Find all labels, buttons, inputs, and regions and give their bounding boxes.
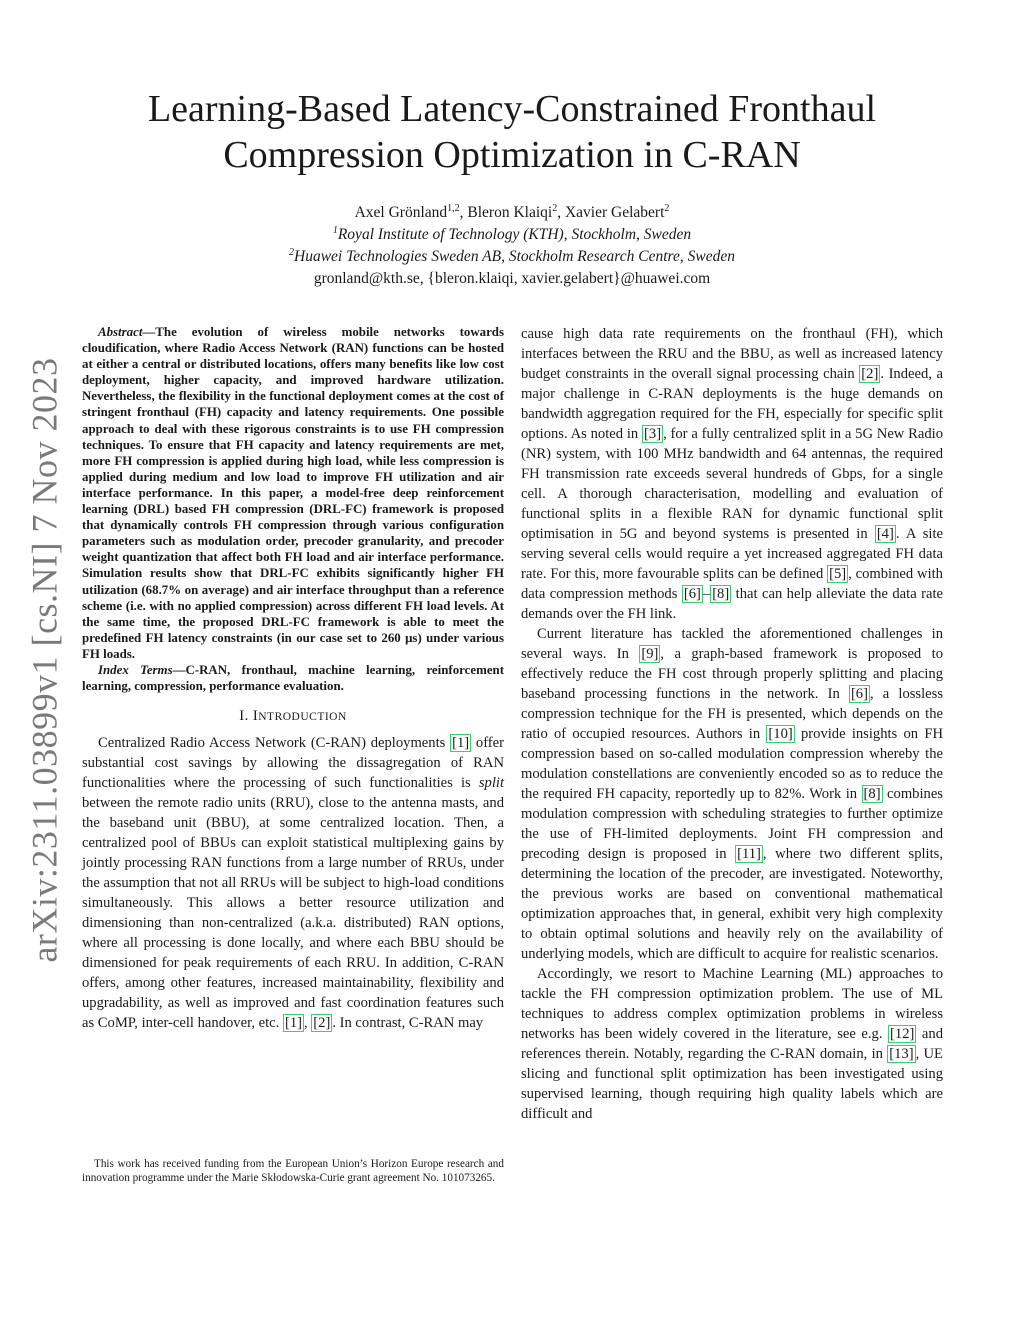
index-terms bbox=[82, 662, 504, 694]
title-line-1: Learning-Based Latency-Constrained Fronthaul bbox=[147, 88, 877, 130]
citation-link[interactable]: [6] bbox=[850, 686, 868, 702]
citation-link[interactable]: [6] bbox=[683, 586, 701, 602]
citation-link[interactable]: [5] bbox=[829, 566, 847, 582]
citation-link[interactable]: [12] bbox=[890, 1026, 915, 1042]
right-paragraph-1: cause high data rate requirements on the fronthaul (FH), which interfaces between the RRU and the BBU, as well as increased latency budget constraints in the overall signal processing chain [2] . Indeed, a major challenge in C-RAN deployments is the huge demands on bandwidth aggregation required for the FH, especially for specific split options. As noted in [3] , for a fully centralized split in a 5G New Radio (NR) system, with 100 MHz bandwidth and 64 antennas, the required FH transmission rate exceeds several hundreds of Gbps, for a single cell. A thorough characterisation, modelling and evaluation of functional splits in a flexible RAN for dynamic functional split optimisation in 5G and beyond systems is presented in [4] . A site serving several cells would require a yet increased aggregated FH data rate. For this, more favourable splits can be defined [5] , combined with data compression methods [6] – [8] that can help alleviate the data rate demands over the FH link. bbox=[521, 326, 944, 622]
aff2-sup: 2 bbox=[289, 246, 295, 258]
abstract bbox=[82, 324, 504, 662]
index-terms-text: —C-RAN, fronthaul, machine learning, reinforcement learning, compression, performance evaluation. bbox=[82, 662, 504, 694]
author-3-sup: 2 bbox=[664, 202, 670, 214]
citation-link[interactable]: [3] bbox=[644, 426, 662, 442]
footnote: This work has received funding from the European Union’s Horizon Europe research and innovation programme under the Marie Skłodowska-Curie grant agreement No. 101073265. bbox=[82, 1158, 504, 1184]
right-paragraph-2: Current literature has tackled the aforementioned challenges in several ways. In [9] , a graph-based framework is proposed to effectively reduce the FH cost through properly splitting and placing baseband processing functions in the network. In [6] , a lossless compression technique for the FH is presented, which depends on the ratio of occupied resources. Authors in [10] provide insights on FH compression based on so-called modulation compression whereby the modulation constellations are conveniently encoded so as to reduce the the required FH capacity, reportedly up to 82%. Work in [8] combines modulation compression with scheduling strategies to further optimize the use of FH-limited deployments. Joint FH compression and precoding design is proposed in [11] , where two different splits, determining the location of the precoder, are investigated. Noteworthy, the previous works are based on conventional mathematical optimization approaches that, in general, exhibit very high complexity to obtain optimal solutions and heavily rely on the availability of underlying models, which are difficult to acquire for realistic scenarios. bbox=[521, 626, 944, 962]
citation-link[interactable]: [9] bbox=[641, 646, 659, 662]
citation-link[interactable]: [8] bbox=[863, 786, 881, 802]
right-column bbox=[521, 324, 943, 1124]
affiliation-1 bbox=[80, 224, 944, 246]
citation-link[interactable]: [13] bbox=[889, 1046, 914, 1062]
aff1-sup: 1 bbox=[332, 224, 338, 236]
section-heading-introduction: I. INTRODUCTION bbox=[239, 708, 347, 725]
intro-paragraph-1: Centralized Radio Access Network (C-RAN) deployments [1] offer substantial cost savings by allowing the dissagregation of RAN functionalities where the processing of such functionalities is split between the remote radio units (RRU), close to the antenna masts, and the baseband unit (BBU), at some centralized location. Then, a centralized pool of BBUs can exploit statistical multiplexing gains by jointly processing RAN functions from a large number of RRUs, under the assumption that not all RRUs will be subject to high-load conditions simultaneously. This allows a better resource utilization and dimensioning than non-centralized (a.k.a. distributed) RAN options, where all processing is done locally, and where each BBU should be dimensioned for peak requirements of each RRU. In addition, C-RAN offers, among other features, increased maintainability, flexibility and upgradability, as well as improved and fast coordination features such as CoMP, inter-cell handover, etc. [1] , [2] . In contrast, C-RAN may bbox=[82, 735, 504, 1032]
citation-link[interactable]: [2] bbox=[313, 1015, 331, 1032]
citation-link[interactable]: [8] bbox=[712, 586, 730, 602]
author-emails: gronland@kth.se, {bleron.klaiqi, xavier.gelabert}@huawei.com bbox=[313, 270, 711, 287]
citation-link[interactable]: [11] bbox=[737, 846, 761, 862]
title-line-2: Compression Optimization in C-RAN bbox=[223, 134, 801, 176]
author-3: Xavier Gelabert bbox=[564, 204, 665, 221]
citation-link[interactable]: [4] bbox=[876, 526, 894, 542]
citation-link[interactable]: [10] bbox=[768, 726, 793, 742]
left-column bbox=[82, 324, 504, 1033]
aff1-text: Royal Institute of Technology (KTH), Stockholm, Sweden bbox=[337, 226, 692, 243]
arxiv-stamp-text: arXiv:2311.03899v1 [cs.NI] 7 Nov 2023 bbox=[25, 357, 65, 963]
author-2: Bleron Klaiqi bbox=[467, 204, 553, 221]
author-1-sup: 1,2 bbox=[447, 202, 460, 214]
arxiv-stamp bbox=[25, 357, 65, 963]
author-block bbox=[80, 202, 944, 290]
aff2-text: Huawei Technologies Sweden AB, Stockholm Research Centre, Sweden bbox=[294, 248, 735, 265]
author-names: Axel Grönland$^{1,2}$, Bleron Klaiqi$^2$, Xavier Gelabert$^2$ bbox=[354, 202, 670, 221]
right-paragraph-3: Accordingly, we resort to Machine Learning (ML) approaches to tackle the FH compression optimization problem. The use of ML techniques to address complex optimization problems in wireless networks has been widely covered in the literature, see e.g. [12] and references therein. Notably, regarding the C-RAN domain, in [13] , UE slicing and functional split optimization has been investigated using supervised learning, though requiring high quality labels which are difficult and bbox=[521, 966, 943, 1122]
citation-link[interactable]: [2] bbox=[861, 366, 879, 382]
citation-link[interactable]: [1] bbox=[452, 735, 470, 752]
abstract-label: Abstract bbox=[98, 325, 143, 339]
index-terms-label: Index Terms bbox=[98, 662, 173, 677]
author-1: Axel Grönland bbox=[354, 204, 448, 221]
citation-link[interactable]: [1] bbox=[284, 1015, 302, 1032]
paper-title bbox=[80, 86, 944, 178]
author-2-sup: 2 bbox=[552, 202, 558, 214]
affiliation-2 bbox=[80, 246, 944, 268]
abstract-text: —The evolution of wireless mobile networks towards cloudification, where Radio Access Network (RAN) functions can be hosted at either a central or distributed locations, offers many benefits like low cost deployment, higher capacity, and improved hardware utilization. Nevertheless, the flexibility in the functional deployment comes at the cost of stringent fronthaul (FH) capacity and latency requirements. One possible approach to deal with these rigorous constraints is to use FH compression techniques. To ensure that FH capacity and latency requirements are met, more FH compression is applied during high load, while less compression is applied during medium and low load to improve FH utilization and air interface performance. In this paper, a model-free deep reinforcement learning (DRL) based FH compression (DRL-FC) framework is proposed that dynamically controls FH compression through various configuration parameters such as modulation order, precoder granularity, and precoder weight quantization that affect both FH load and air interface performance. Simulation results show that DRL-FC exhibits significantly higher FH utilization (68.7% on average) and air interface throughput than a reference scheme (i.e. with no applied compression) across different FH load levels. At the same time, the proposed DRL-FC framework is able to meet the predefined FH latency constraints (in our case set to 260 μs) under various FH loads. bbox=[82, 325, 504, 661]
